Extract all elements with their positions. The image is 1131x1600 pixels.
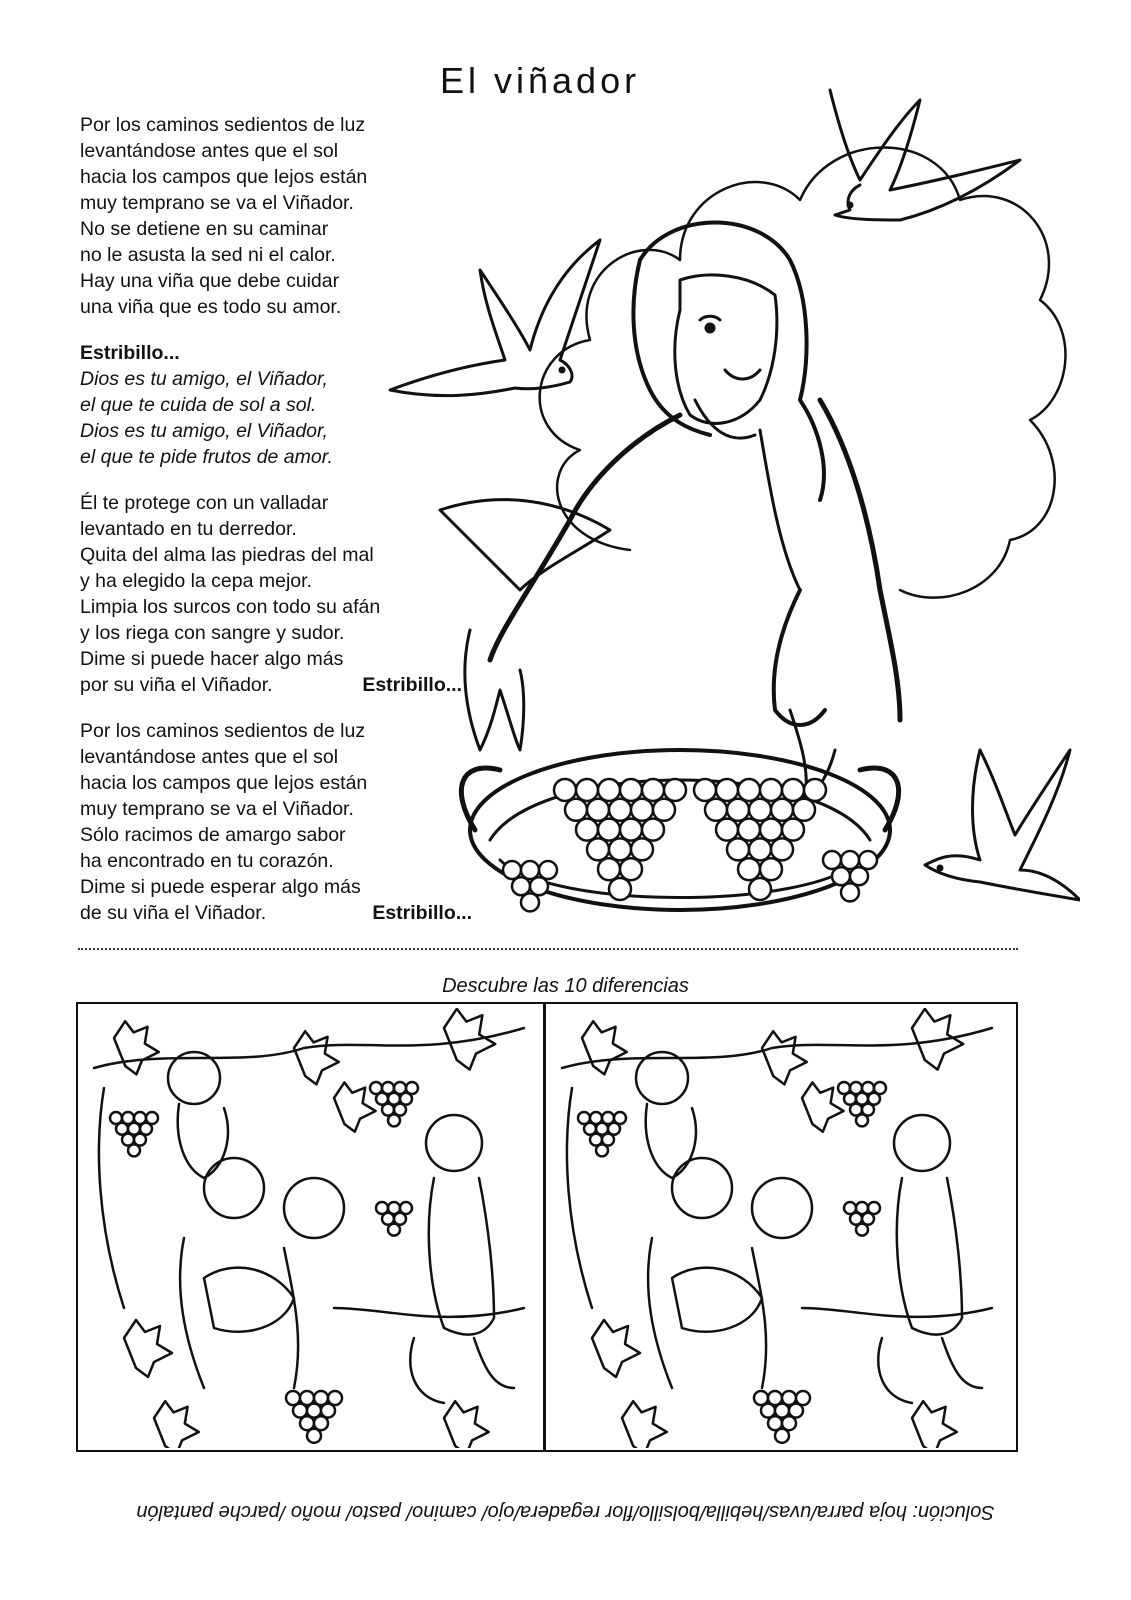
lyric-line: y ha elegido la cepa mejor. xyxy=(80,570,312,592)
grape-cluster xyxy=(380,70,1080,950)
child-body xyxy=(897,1178,962,1335)
grape xyxy=(760,819,782,841)
vine-leaf xyxy=(582,1021,627,1074)
lyric-line: hacia los campos que lejos están xyxy=(80,166,368,188)
child-body xyxy=(429,1178,494,1335)
lyric-line: Sólo racimos de amargo sabor xyxy=(80,824,346,846)
lyric-line: levantándose antes que el sol xyxy=(80,140,339,162)
panel-left xyxy=(84,1008,542,1448)
grape xyxy=(760,858,782,880)
grape xyxy=(609,838,631,860)
grape xyxy=(631,799,653,821)
grape xyxy=(503,861,521,879)
ground-path xyxy=(334,1308,524,1317)
panel-right xyxy=(552,1008,1010,1448)
grape xyxy=(738,779,760,801)
grape xyxy=(856,1114,868,1126)
grape xyxy=(694,779,716,801)
lyric-line: hacia los campos que lejos están xyxy=(80,772,368,794)
lyric-line: ha encontrado en tu corazón. xyxy=(80,850,334,872)
grape xyxy=(771,799,793,821)
child-body xyxy=(646,1104,696,1178)
grape xyxy=(307,1429,321,1443)
child-legs xyxy=(878,1338,982,1403)
lyric-line: Dime si puede hacer algo más xyxy=(80,648,344,670)
child-head xyxy=(752,1178,812,1238)
vine-leaf xyxy=(762,1031,807,1084)
grape xyxy=(749,838,771,860)
child-head xyxy=(204,1158,264,1218)
grape xyxy=(823,851,841,869)
grape xyxy=(587,799,609,821)
child-head xyxy=(672,1158,732,1218)
grape xyxy=(587,838,609,860)
grape xyxy=(631,838,653,860)
lyric-line: una viña que es todo su amor. xyxy=(80,296,342,318)
grape xyxy=(576,819,598,841)
lyric-line: y los riega con sangre y sudor. xyxy=(80,622,345,644)
grape xyxy=(609,799,631,821)
grape xyxy=(832,867,850,885)
grape xyxy=(620,819,642,841)
grape xyxy=(539,861,557,879)
vine-leaf xyxy=(592,1320,640,1377)
chorus-heading: Estribillo... xyxy=(80,342,180,364)
vine-leaf xyxy=(294,1031,339,1084)
grape xyxy=(598,779,620,801)
grape xyxy=(716,819,738,841)
child-legs xyxy=(648,1238,766,1388)
lyric-line: muy temprano se va el Viñador. xyxy=(80,192,354,214)
lyric-line: no le asusta la sed ni el calor. xyxy=(80,244,336,266)
grape xyxy=(565,799,587,821)
grape xyxy=(727,799,749,821)
solution-text: Solución: hoja parra/uvas/hebilla/bolsillo/flor regadera/ojo/ camino/ pasto/ moño /parche pantalón xyxy=(136,1501,995,1523)
vine-leaf xyxy=(154,1401,199,1448)
grape xyxy=(576,779,598,801)
chorus-line: Dios es tu amigo, el Viñador, xyxy=(80,420,328,442)
grape xyxy=(716,779,738,801)
children-vineyard-scene xyxy=(552,1008,1010,1448)
grape xyxy=(841,883,859,901)
lyric-line: Hay una viña que debe cuidar xyxy=(80,270,340,292)
vine-leaf xyxy=(114,1021,159,1074)
grape xyxy=(521,861,539,879)
child-head xyxy=(284,1178,344,1238)
vine-leaf xyxy=(912,1401,957,1448)
child-legs xyxy=(410,1338,514,1403)
grape xyxy=(388,1114,400,1126)
grape xyxy=(521,893,539,911)
lyric-line: Por los caminos sedientos de luz xyxy=(80,114,366,136)
grape xyxy=(856,1224,868,1236)
chorus-line: el que te cuida de sol a sol. xyxy=(80,394,317,416)
grape xyxy=(705,799,727,821)
child-head xyxy=(894,1115,950,1171)
chorus-line: Dios es tu amigo, el Viñador, xyxy=(80,368,328,390)
child-head xyxy=(426,1115,482,1171)
grape xyxy=(388,1224,400,1236)
lyric-line: Él te protege con un valladar xyxy=(80,492,329,514)
refrain-marker: Estribillo... xyxy=(372,902,472,924)
grape xyxy=(596,1144,608,1156)
page-title: El viñador xyxy=(440,60,641,101)
grape xyxy=(771,838,793,860)
grape xyxy=(598,858,620,880)
lyric-line: muy temprano se va el Viñador. xyxy=(80,798,354,820)
grape xyxy=(782,819,804,841)
grape xyxy=(749,799,771,821)
grape xyxy=(642,819,664,841)
lyric-line: levantándose antes que el sol xyxy=(80,746,339,768)
grape xyxy=(859,851,877,869)
vinedresser-illustration xyxy=(380,70,1080,950)
grape xyxy=(850,867,868,885)
grape xyxy=(664,779,686,801)
grape xyxy=(642,779,664,801)
panel-divider xyxy=(543,1004,546,1450)
grape xyxy=(782,779,804,801)
lyric-line: No se detiene en su caminar xyxy=(80,218,329,240)
grape xyxy=(128,1144,140,1156)
lyric-line: por su viña el Viñador. xyxy=(80,674,273,696)
grape xyxy=(760,779,782,801)
ground-path xyxy=(802,1308,992,1317)
grape xyxy=(512,877,530,895)
grape xyxy=(727,838,749,860)
grape xyxy=(775,1429,789,1443)
grape xyxy=(609,878,631,900)
watering-can xyxy=(204,1268,294,1332)
chorus-line: el que te pide frutos de amor. xyxy=(80,446,333,468)
grape xyxy=(554,779,576,801)
lyric-line: Dime si puede esperar algo más xyxy=(80,876,361,898)
grape xyxy=(738,858,760,880)
grape xyxy=(598,819,620,841)
dotted-separator xyxy=(78,948,1018,950)
grape xyxy=(620,858,642,880)
grape xyxy=(841,851,859,869)
grape xyxy=(530,877,548,895)
grape xyxy=(738,819,760,841)
children-vineyard-scene xyxy=(84,1008,542,1448)
watering-can xyxy=(672,1268,762,1332)
vine-leaf xyxy=(622,1401,667,1448)
grape xyxy=(793,799,815,821)
grape xyxy=(804,779,826,801)
vine-leaf xyxy=(444,1401,489,1448)
lyric-line: Por los caminos sedientos de luz xyxy=(80,720,366,742)
grape xyxy=(653,799,675,821)
child-body xyxy=(178,1104,228,1178)
lyric-line: Quita del alma las piedras del mal xyxy=(80,544,374,566)
refrain-marker: Estribillo... xyxy=(362,674,462,696)
child-head xyxy=(168,1052,220,1104)
grape xyxy=(749,878,771,900)
differences-frame xyxy=(76,1002,1018,1452)
lyric-line: levantado en tu derredor. xyxy=(80,518,297,540)
vine-leaf xyxy=(124,1320,172,1377)
lyric-line: Limpia los surcos con todo su afán xyxy=(80,596,381,618)
child-legs xyxy=(180,1238,298,1388)
child-head xyxy=(636,1052,688,1104)
grape xyxy=(620,779,642,801)
lyric-line: de su viña el Viñador. xyxy=(80,902,267,924)
activity-title: Descubre las 10 diferencias xyxy=(442,975,689,997)
